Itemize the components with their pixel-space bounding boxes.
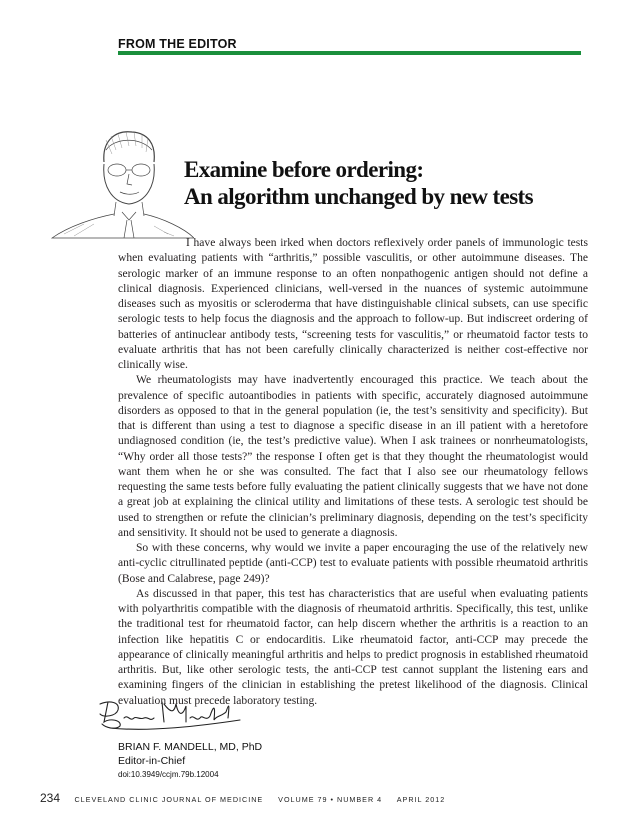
journal-info: CLEVELAND CLINIC JOURNAL OF MEDICINE VOLUME 79 • NUMBER 4 APRIL 2012	[74, 795, 446, 804]
body-paragraph: I have always been irked when doctors reflexively order panels of immunologic tests when evaluating patients with “arthritis,” possible vasculitis, or other autoimmune diseases. The serologic marker of an immune response to an often nonpathogenic antigen should not define a clinical diagnosis. Experienced clinicians, well-versed in the nuances of systemic autoimmune diseases such as myositis or scleroderma that have distinguishable clinical subsets, can use specific serologic tests to help focus the diagnosis and the approach to follow-up. But indiscreet ordering of batteries of antinuclear antibody tests, “screening tests for vasculitis,” or rheumatoid factor tests to evaluate arthritis that has not been carefully clinically characterized is neither cost-effective nor clinically wise.	[118, 237, 588, 371]
article-body	[118, 236, 588, 709]
article-title-line-2: An algorithm unchanged by new tests	[184, 184, 533, 209]
article-title-line-1: Examine before ordering:	[184, 157, 424, 182]
page-footer	[40, 789, 445, 807]
body-paragraph: So with these concerns, why would we invite a paper encouraging the use of the relatively new anti-cyclic citrullinated peptide (anti-CCP) test to evaluate patients with possible rheumatoid arthritis (Bose and Calabrese, page 249)?	[118, 542, 588, 585]
signoff-block	[118, 740, 262, 768]
section-rule	[118, 51, 581, 55]
handwritten-signature	[90, 692, 250, 737]
body-paragraph: As discussed in that paper, this test has characteristics that are useful when evaluating patients with polyarthritis compatible with the diagnosis of rheumatoid arthritis. Specifically, this test, unlike the traditional test for rheumatoid factor, can help discern whether the arthritis is a reaction to an infection like hepatitis C or endocarditis. Like rheumatoid factor, anti-CCP may precede the appearance of clinically meaningful arthritis and helps to predict prognosis in established rheumatoid arthritis. But, like other serologic tests, the anti-CCP test cannot supplant the listening ears and examining fingers of the clinician in establishing the pretest likelihood of the diagnosis. Clinical evaluation must precede laboratory testing.	[118, 587, 588, 707]
doi-text: doi:10.3949/ccjm.79b.12004	[118, 770, 219, 779]
page-number: 234	[40, 791, 61, 805]
body-paragraph: We rheumatologists may have inadvertently encouraged this practice. We teach about the prevalence of specific autoantibodies in patients with specific, accurately diagnosed autoimmune disorders as opposed to that in the general population (ie, the test’s sensitivity and specificity). But that is different than using a test to diagnose a specific disease in an ill patient with a heretofore undiagnosed condition (ie, the test’s predictive value). When I ask trainees or nonrheumatologists, “Why order all those tests?” the response I often get is that they thought the rheumatologist would want them when he or she was consulted. The fact that I also see our rheumatology fellows requesting the same tests before fully evaluating the patient clinically suggests that we have not done a great job at explaining the clinical utility and limitations of these tests. A serologic test should be used to strengthen or refute the clinician’s preliminary diagnosis, depending on the test’s specificity and sensitivity. It should not be used to generate a diagnosis.	[118, 374, 588, 539]
section-label: FROM THE EDITOR	[118, 37, 237, 51]
editor-name: BRIAN F. MANDELL, MD, PhD	[118, 741, 263, 753]
editor-portrait-illustration	[44, 120, 194, 245]
article-title	[184, 156, 604, 210]
editor-role: Editor-in-Chief	[118, 755, 186, 767]
